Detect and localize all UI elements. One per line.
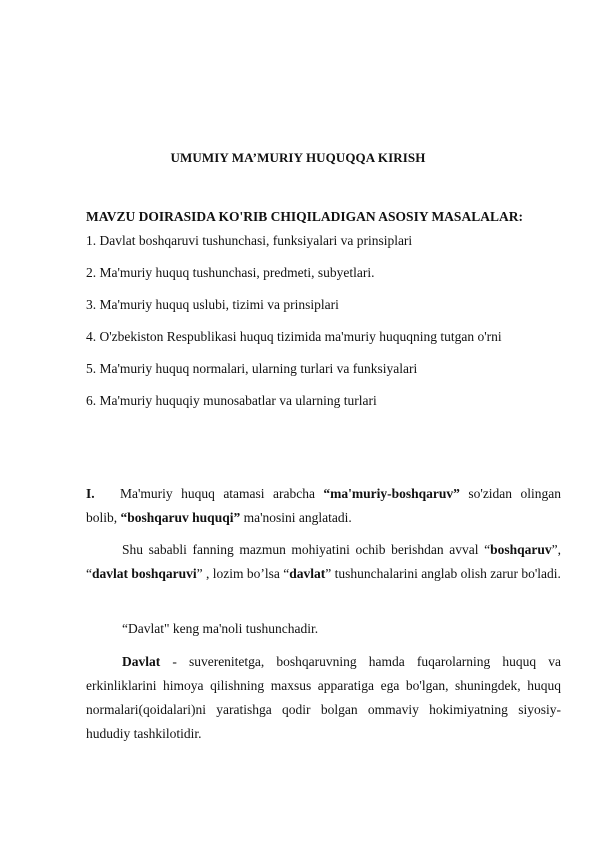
- topic-item: 2. Ma'muriy huquq tushunchasi, predmeti, subyetlari.: [86, 265, 375, 280]
- topic-item: 5. Ma'muriy huquq normalari, ularning turlari va funksiyalari: [86, 361, 418, 376]
- topic-item: 3. Ma'muriy huquq uslubi, tizimi va prinsiplari: [86, 297, 339, 312]
- paragraph-3: “Davlat" keng ma'noli tushunchadir.: [122, 621, 319, 636]
- bold-term: davlat: [289, 566, 326, 581]
- text-span: - suverenitetga, boshqaruvning hamda fuqarolarning huquq va erkinliklarini himoya qilishning maxsus apparatiga ega bo'lgan, shuningdek, huquq normalari(qoidalari)ni yaratishga qodir bolgan ommaviy hokimiyatning siyosiy-hududiy tashkilotidir.: [86, 654, 561, 741]
- topic-item: 1. Davlat boshqaruvi tushunchasi, funksiyalari va prinsiplari: [86, 233, 413, 248]
- paragraph-2: [86, 538, 561, 586]
- text-span: Shu sababli fanning mazmun mohiyatini ochib berishdan avval “: [122, 542, 491, 557]
- text-span: so'zidan olingan bolib,: [86, 486, 561, 525]
- topic-item: 4. O'zbekiston Respublikasi huquq tizimida ma'muriy huquqning tutgan o'rni: [86, 329, 502, 344]
- text-span: Ma'muriy huquq atamasi arabcha: [120, 486, 324, 501]
- document-title: UMUMIY MA’MURIY HUQUQQA KIRISH: [170, 150, 426, 165]
- bold-term: davlat boshqaruvi: [92, 566, 197, 581]
- section-heading: MAVZU DOIRASIDA KO'RIB CHIQILADIGAN ASOSIY MASALALAR:: [86, 209, 523, 224]
- paragraph-1: [86, 482, 561, 530]
- topic-item: 6. Ma'muriy huquqiy munosabatlar va ularning turlari: [86, 393, 377, 408]
- bold-term: “ma'muriy-boshqaruv”: [323, 486, 460, 501]
- text-span: ”, “: [86, 542, 561, 581]
- text-span: ma'nosini anglatadi.: [240, 510, 352, 525]
- bold-term: “boshqaruv huquqi”: [120, 510, 241, 525]
- text-span: ” tushunchalarini anglab olish zarur bo'ladi.: [325, 566, 561, 581]
- bold-term: Davlat: [122, 654, 161, 669]
- paragraph-4: [86, 650, 561, 746]
- text-span: ” , lozim bo’lsa “: [196, 566, 290, 581]
- section-number: I.: [86, 486, 95, 501]
- bold-term: boshqaruv: [490, 542, 552, 557]
